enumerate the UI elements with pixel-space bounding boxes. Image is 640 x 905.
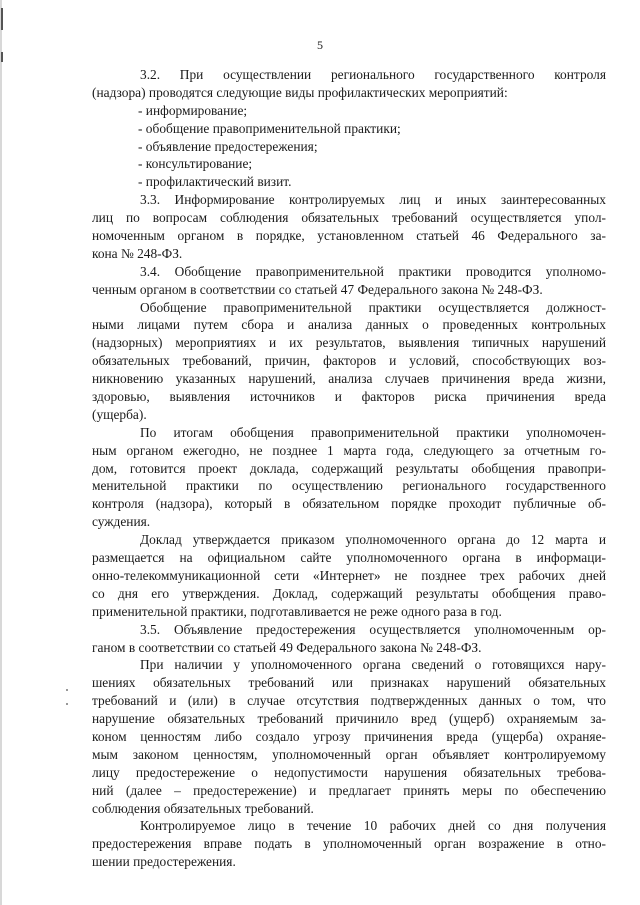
text-line: ным органом ежегодно, не позднее 1 марта года, следующего за отчетным го- (92, 442, 606, 458)
text-line: размещается на официальном сайте уполномоченного органа в информаци- (92, 550, 606, 566)
text-line: кона № 248-ФЗ. (92, 245, 183, 261)
text-line: коном ценностям либо создало угрозу причинения вреда (ущерба) охраняе- (92, 728, 606, 744)
text-line: мым законом ценностям, уполномоченный орган объявляет контролируемому (92, 746, 606, 762)
text-line: предостережения вправе подать в уполномоченный орган возражение в отно- (92, 836, 606, 852)
text-line: лицу предостережение о недопустимости нарушения обязательных требова- (92, 764, 606, 780)
text-line: - консультирование; (138, 156, 253, 172)
text-line: дом, готовится проект доклада, содержащий результаты обобщения правопри- (92, 460, 606, 476)
text-line: ченным органом в соответствии со статьей 47 Федерального закона № 248-ФЗ. (92, 281, 543, 297)
scan-edge-mark (1, 52, 3, 62)
scan-speck (66, 689, 68, 691)
text-line: - профилактический визит. (138, 174, 292, 190)
text-line: - объявление предостережения; (138, 138, 318, 154)
text-line: здоровью, выявления источников и факторов риска причинения вреда (92, 389, 606, 405)
text-line: 3.4. Обобщение правоприменительной практики проводится уполномо- (140, 263, 606, 279)
text-line: (надзорных) мероприятиях и их результатов, выявления типичных нарушений (92, 335, 606, 351)
document-body (92, 66, 606, 871)
text-line: - обобщение правоприменительной практики; (138, 120, 401, 136)
text-line: Контролируемое лицо в течение 10 рабочих дней со дня получения (140, 818, 606, 834)
text-line: применительной практики, подготавливается не реже одного раза в год. (92, 603, 502, 619)
text-line: 3.3. Информирование контролируемых лиц и иных заинтересованных (140, 192, 606, 208)
text-line: 3.2. При осуществлении регионального государственного контроля (140, 67, 606, 82)
text-line: При наличии у уполномоченного органа сведений о готовящихся нару- (140, 657, 606, 673)
text-line: ными лицами путем сбора и анализа данных о проведенных контрольных (92, 317, 606, 333)
text-line: онно-телекоммуникационной сети «Интернет» не позднее трех рабочих дней (92, 567, 606, 583)
text-line: (ущерба). (92, 406, 147, 422)
text-line: По итогам обобщения правоприменительной практики уполномочен- (140, 424, 606, 440)
scan-edge-mark (1, 8, 3, 30)
text-line: Обобщение правоприменительной практики осуществляется должност- (140, 299, 606, 315)
scan-left-edge (0, 0, 2, 905)
text-line: суждения. (92, 514, 151, 530)
text-line: шении предостережения. (92, 854, 236, 870)
text-line: 3.5. Объявление предостережения осуществляется уполномоченным ор- (140, 621, 606, 637)
text-line: - информирование; (138, 102, 248, 118)
text-line: Доклад утверждается приказом уполномоченного органа до 12 марта и (140, 532, 606, 548)
text-line: со дня его утверждения. Доклад, содержащий результаты обобщения право- (92, 585, 606, 601)
text-line: контроля (надзора), который в обязательном порядке проходит публичные об- (92, 496, 606, 512)
text-line: ний (далее – предостережение) и предлагает принять меры по обеспечению (92, 782, 606, 798)
scan-speck (66, 703, 68, 705)
text-line: (надзора) проводятся следующие виды профилактических мероприятий: (92, 84, 508, 100)
text-line: ганом в соответствии со статьей 49 Федерального закона № 248-ФЗ. (92, 639, 482, 655)
text-line: нарушение обязательных требований причинило вред (ущерб) охраняемым за- (92, 711, 606, 727)
text-line: лиц по вопросам соблюдения обязательных требований осуществляется упол- (92, 210, 606, 226)
text-line: менительной практики по осуществлению регионального государственного (92, 478, 606, 494)
text-line: номоченным органом в порядке, установленном статьей 46 Федерального за- (92, 228, 606, 244)
text-line: никновению указанных нарушений, анализа случаев причинения вреда жизни, (92, 371, 606, 387)
text-line: требований и (или) в случае отсутствия подтвержденных данных о том, что (92, 693, 606, 709)
text-line: обязательных требований, причин, факторов и условий, способствующих воз- (92, 353, 606, 369)
text-line: шениях обязательных требований или признаках нарушений обязательных (92, 675, 606, 691)
page-number: 5 (317, 38, 323, 52)
text-line: соблюдения обязательных требований. (92, 800, 314, 816)
